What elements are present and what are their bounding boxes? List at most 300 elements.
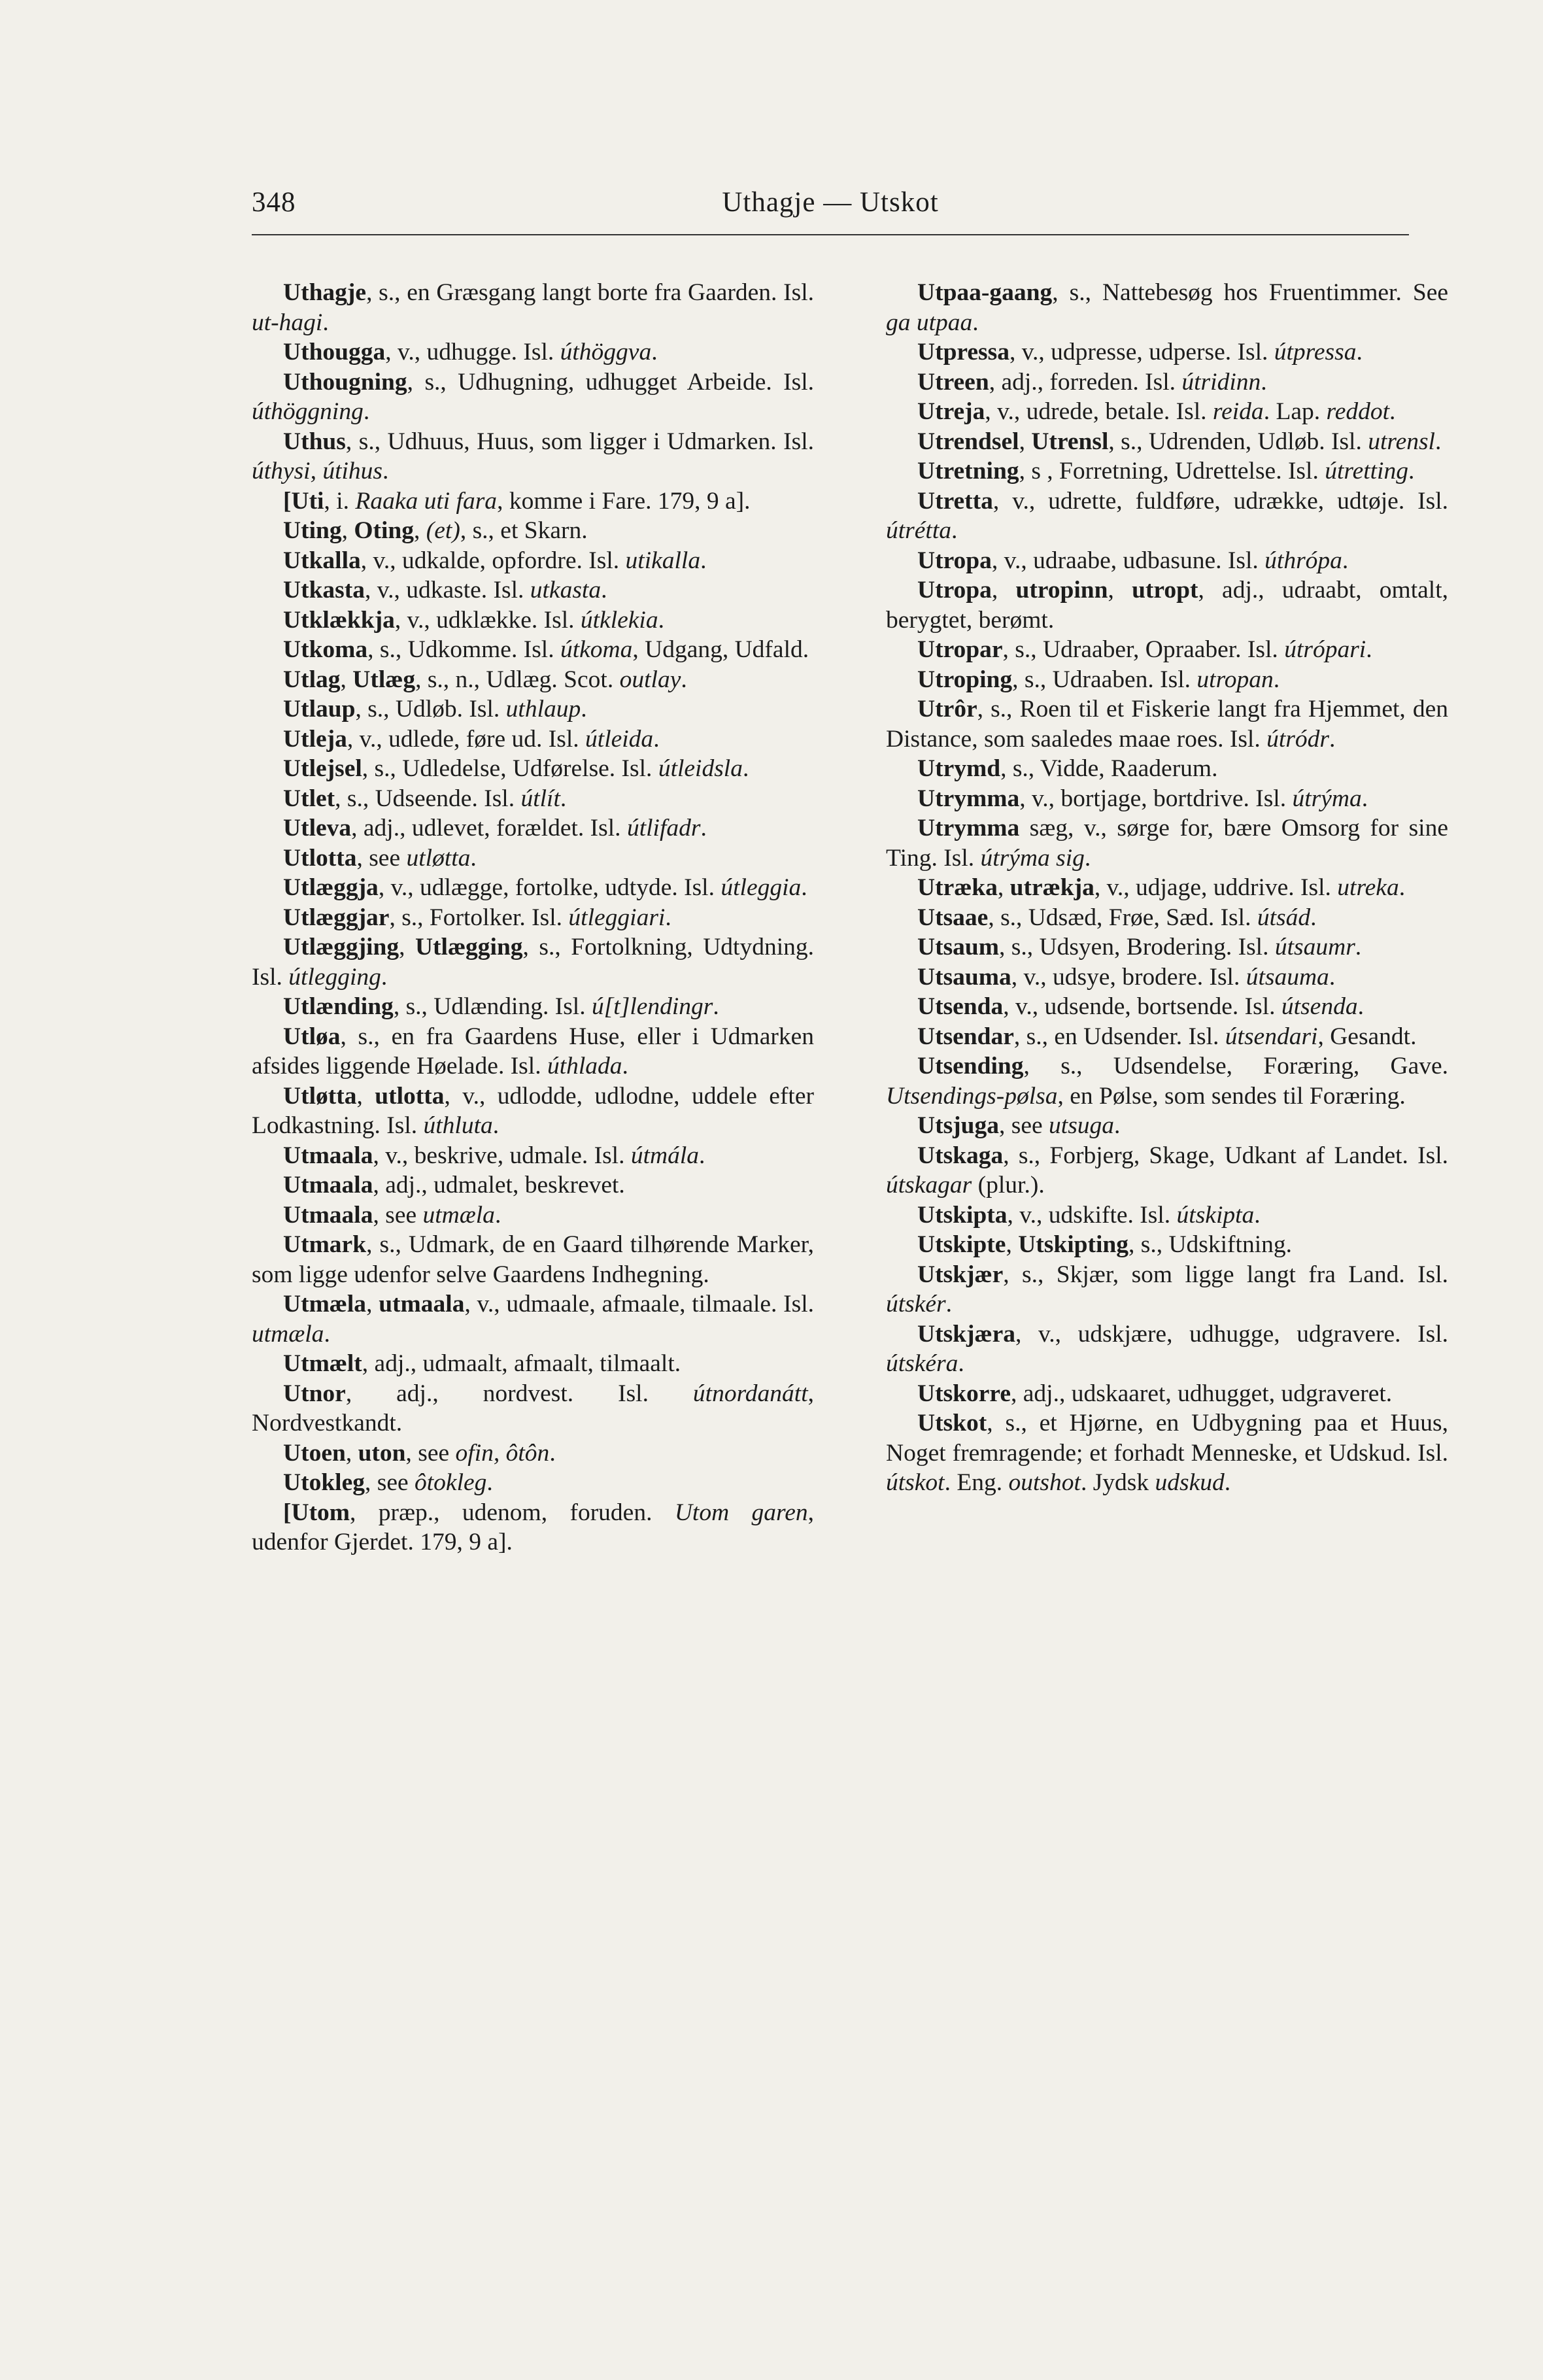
entry-text: , s., Fortolker. Isl. — [389, 904, 569, 931]
headword: Utmaala — [283, 1201, 373, 1229]
headword: [Uti — [283, 487, 324, 515]
entry-text: , s., Udsæd, Frøe, Sæd. Isl. — [988, 904, 1257, 931]
entry-text: , s., Forbjerg, Skage, Udkant af Landet. Isl. — [1003, 1142, 1448, 1169]
dictionary-entry — [252, 843, 814, 874]
etymology: útsenda — [1281, 993, 1358, 1020]
entry-text: , see — [405, 1439, 456, 1467]
entry-text: . — [1261, 368, 1267, 396]
entry-text: , s , Forretning, Udrettelse. Isl. — [1019, 458, 1325, 484]
etymology: útrétta — [886, 517, 951, 544]
etymology: úthöggva — [560, 339, 652, 366]
dictionary-entry — [252, 665, 814, 695]
headword: Uthougga — [283, 339, 386, 366]
dictionary-entry — [252, 1438, 814, 1469]
entry-text: , s., Udrenden, Udløb. Isl. — [1108, 428, 1368, 455]
etymology: uthlaup — [505, 696, 581, 722]
dictionary-entry — [886, 367, 1448, 398]
dictionary-entry — [252, 278, 814, 337]
etymology: útrópari — [1284, 636, 1366, 663]
entry-text: . — [1084, 844, 1091, 872]
headword: Utpaa-gaang — [917, 279, 1053, 306]
entry-text: . — [486, 1469, 493, 1496]
etymology: outlay — [619, 666, 681, 693]
entry-text: . — [1224, 1469, 1231, 1496]
entry-text: , udenfor Gjerdet. 179, 9 a]. — [252, 1499, 814, 1556]
entry-text: . — [581, 696, 587, 722]
entry-text: , v., udlægge, fortolke, udtyde. Isl. — [378, 874, 721, 901]
headword: Utskaga — [917, 1142, 1004, 1169]
entry-text: sæg, v., sørge for, bære Omsorg for sine Ting. Isl. — [886, 815, 1448, 872]
dictionary-entry — [886, 1051, 1448, 1111]
entry-text: . Lap. — [1263, 398, 1327, 425]
entry-text: . — [382, 458, 389, 484]
entry-text: , s., en Udsender. Isl. — [1013, 1023, 1225, 1050]
etymology: úthysi, útihus — [252, 458, 383, 484]
headword-variant: Utrensl — [1031, 428, 1109, 455]
entry-text: , adj., udlevet, forældet. Isl. — [351, 815, 627, 842]
entry-text: , — [345, 1439, 358, 1467]
entry-text: . — [665, 904, 671, 931]
entry-text: . — [1357, 993, 1364, 1020]
dictionary-entry — [252, 754, 814, 784]
etymology: utsuga — [1049, 1112, 1115, 1139]
dictionary-entry — [886, 1260, 1448, 1319]
headword: Utleva — [283, 815, 352, 842]
dictionary-entry — [252, 575, 814, 605]
entry-text: , s., et Hjørne, en Udbygning paa et Huus, Noget fremragende; et forhadt Menneske, et Udskud. Isl. — [886, 1410, 1448, 1467]
entry-text: , v., udsende, bortsende. Isl. — [1003, 993, 1281, 1020]
headword: Utsaum — [917, 934, 1000, 960]
entry-text: , v., udskifte. Isl. — [1007, 1201, 1177, 1229]
entry-text: , præp., udenom, foruden. — [350, 1499, 675, 1526]
entry-text: , v., udkalde, opfordre. Isl. — [360, 547, 626, 574]
etymology: útskér — [886, 1291, 946, 1318]
headword: Utskorre — [917, 1380, 1011, 1407]
dictionary-entry — [886, 873, 1448, 903]
etymology: útskipta — [1176, 1201, 1255, 1229]
dictionary-entry — [886, 546, 1448, 576]
entry-text: , s., Udlænding. Isl. — [393, 993, 592, 1020]
dictionary-entry — [886, 932, 1448, 962]
entry-text: , v., udlodde, udlodne, uddele efter Lodkastning. Isl. — [252, 1082, 814, 1139]
dictionary-entry — [886, 1379, 1448, 1409]
entry-text: , adj., udskaaret, udhugget, udgraveret. — [1011, 1380, 1393, 1407]
entry-text: , — [399, 934, 415, 960]
dictionary-entry — [252, 1081, 814, 1141]
entry-text: . — [742, 755, 749, 782]
dictionary-entry — [252, 605, 814, 636]
entry-text: , v., udkaste. Isl. — [365, 577, 530, 604]
running-title: Uthagje — Utskot — [722, 187, 939, 218]
headword-variant: utmaala — [379, 1291, 465, 1318]
entry-text: , v., udpresse, udperse. Isl. — [1009, 339, 1274, 366]
entry-text: , adj., udmalet, beskrevet. — [373, 1172, 625, 1198]
dictionary-entry — [252, 1349, 814, 1379]
headword: Utnor — [283, 1380, 346, 1407]
entry-text: , — [356, 1082, 375, 1110]
headword: Utlet — [283, 785, 335, 812]
entry-text: , see — [356, 844, 407, 872]
entry-text: . — [958, 1350, 964, 1377]
headword: Utklækkja — [283, 606, 395, 634]
headword: Uthus — [283, 428, 346, 455]
etymology: úthöggning — [252, 398, 364, 425]
headword: Utroping — [917, 666, 1013, 693]
dictionary-entry — [252, 1141, 814, 1171]
etymology: utmæla — [252, 1320, 324, 1348]
headword: Utreja — [917, 398, 985, 425]
entry-text: , i. — [324, 487, 356, 515]
dictionary-entry — [886, 992, 1448, 1022]
entry-text: , — [340, 666, 353, 693]
headword: Utsaae — [917, 904, 989, 931]
etymology: útskagar — [886, 1172, 972, 1198]
headword: Uthagje — [283, 279, 367, 306]
dictionary-entry — [252, 1230, 814, 1289]
entry-text: , see — [365, 1469, 415, 1496]
etymology: útretting — [1325, 458, 1408, 484]
etymology: ôtokleg — [415, 1469, 487, 1496]
headword: Utsendar — [917, 1023, 1014, 1050]
entry-text: , s., Roen til et Fiskerie langt fra Hjemmet, den Distance, som saaledes maae roes. Isl. — [886, 696, 1448, 753]
headword-variant: utlotta — [375, 1082, 445, 1110]
headword: Utropa — [917, 577, 992, 604]
etymology: útleida — [585, 725, 654, 753]
dictionary-entry — [886, 1408, 1448, 1498]
etymology: Utsendings-pølsa — [886, 1082, 1058, 1110]
dictionary-entry — [252, 516, 814, 546]
headword: Utretning — [917, 458, 1019, 484]
entry-text: , s., Udskiftning. — [1128, 1231, 1293, 1258]
entry-text: , Udgang, Udfald. — [632, 636, 809, 663]
etymology: útskéra — [886, 1350, 958, 1377]
dictionary-entry — [886, 962, 1448, 993]
entry-text: . — [651, 339, 658, 366]
headword: Utlæggja — [283, 874, 379, 901]
entry-text: , s., Udraaber, Opraaber. Isl. — [1002, 636, 1285, 663]
headword: Utrymma — [917, 785, 1020, 812]
entry-text: , s., Udledelse, Udførelse. Isl. — [362, 755, 658, 782]
entry-text: . — [1114, 1112, 1121, 1139]
entry-text: . — [1408, 458, 1415, 484]
entry-text: . — [972, 309, 979, 336]
entry-text: , v., udmaale, afmaale, tilmaale. Isl. — [464, 1291, 815, 1318]
etymology: útrýma — [1292, 785, 1362, 812]
entry-text: . Eng. — [944, 1469, 1009, 1496]
dictionary-entry — [252, 1379, 814, 1438]
headword: Utsenda — [917, 993, 1004, 1020]
entry-text: , see — [999, 1112, 1049, 1139]
dictionary-entry — [886, 337, 1448, 367]
entry-text: , v., bortjage, bortdrive. Isl. — [1019, 785, 1293, 812]
entry-text: . — [713, 993, 719, 1020]
headword: Utlag — [283, 666, 341, 693]
dictionary-entry — [252, 1468, 814, 1498]
etymology: útklekia — [580, 606, 658, 634]
headword: Utleja — [283, 725, 347, 753]
headword: Utsjuga — [917, 1112, 1000, 1139]
dictionary-entry — [252, 1022, 814, 1081]
etymology: reida — [1212, 398, 1264, 425]
headword: Utrôr — [917, 696, 977, 722]
headword: Utkoma — [283, 636, 368, 663]
entry-text: . — [1329, 963, 1336, 991]
entry-text: , — [991, 577, 1016, 604]
dictionary-entry — [252, 1200, 814, 1231]
dictionary-entry — [252, 784, 814, 814]
entry-text: , adj., udraabt, omtalt, berygtet, berømt. — [886, 577, 1448, 634]
headword: Utskot — [917, 1410, 987, 1436]
entry-text: , s., Fortolkning, Udtydning. Isl. — [252, 934, 814, 991]
headword-variant: Utskipting — [1018, 1231, 1128, 1258]
headword: Utmaala — [283, 1142, 373, 1169]
entry-text: . — [363, 398, 370, 425]
entry-text: , adj., forreden. Isl. — [989, 368, 1182, 396]
entry-text: , s., Udsyen, Brodering. Isl. — [999, 934, 1275, 960]
etymology: útkoma — [560, 636, 633, 663]
entry-text: , s., Udløb. Isl. — [355, 696, 506, 722]
entry-text: . — [492, 1112, 500, 1139]
dictionary-entry — [252, 903, 814, 933]
headword: Utkalla — [283, 547, 361, 574]
dictionary-entry — [886, 486, 1448, 546]
etymology: ut-hagi — [252, 309, 323, 336]
etymology: outshot — [1008, 1469, 1081, 1496]
dictionary-entry — [886, 694, 1448, 754]
headword: Utlotta — [283, 844, 357, 872]
left-column — [252, 278, 814, 1557]
entry-text: . — [951, 517, 958, 544]
entry-text: , — [1019, 428, 1032, 455]
headword-variant: utropt — [1132, 577, 1198, 604]
entry-text: . — [1342, 547, 1349, 574]
entry-text: , Nordvestkandt. — [252, 1380, 814, 1436]
entry-text: , s., en Græsgang langt borte fra Gaarden. Isl. — [366, 279, 814, 306]
headword-variant: utrækja — [1009, 874, 1094, 901]
entry-text: , v., udrede, betale. Isl. — [985, 398, 1213, 425]
entry-text: , v., udklække. Isl. — [394, 606, 581, 634]
dictionary-entry — [886, 1141, 1448, 1200]
etymology: utløtta — [406, 844, 471, 872]
headword-variant: uton — [358, 1439, 406, 1467]
headword: [Utom — [283, 1499, 350, 1526]
entry-text: , s., Vidde, Raaderum. — [1000, 755, 1218, 782]
entry-text: . — [1310, 904, 1317, 931]
headword: Utlaup — [283, 696, 356, 722]
dictionary-entry — [886, 665, 1448, 695]
headword: Utrymma — [917, 815, 1020, 842]
entry-text: , v., udlede, føre ud. Isl. — [347, 725, 586, 753]
headword: Utrendsel — [917, 428, 1019, 455]
entry-text: , s., Udhugning, udhugget Arbeide. Isl. — [407, 368, 814, 396]
entry-text: , s., en fra Gaardens Huse, eller i Udmarken afsides liggende Høelade. Isl. — [252, 1023, 814, 1080]
entry-text: , s., Udseende. Isl. — [335, 785, 521, 812]
etymology: útpressa — [1274, 339, 1357, 366]
entry-text: , — [1108, 577, 1132, 604]
entry-text: , — [997, 874, 1010, 901]
dictionary-entry — [252, 813, 814, 843]
headword: Utskjæra — [917, 1320, 1015, 1348]
etymology: (et) — [426, 517, 460, 544]
headword: Utmark — [283, 1231, 367, 1258]
entry-text: . — [1273, 666, 1280, 693]
dictionary-entry — [252, 486, 814, 517]
dictionary-entry — [252, 546, 814, 576]
entry-text: . — [1399, 874, 1406, 901]
page-number: 348 — [252, 187, 296, 218]
headword: Utskipta — [917, 1201, 1008, 1229]
etymology: utikalla — [625, 547, 701, 574]
headword: Utmælt — [283, 1350, 362, 1377]
etymology: útsaumr — [1274, 934, 1355, 960]
etymology: útleggia — [721, 874, 802, 901]
entry-text: , adj., udmaalt, afmaalt, tilmaalt. — [362, 1350, 681, 1377]
dictionary-entry — [886, 1022, 1448, 1052]
etymology: útsád — [1257, 904, 1311, 931]
entry-text: . — [560, 785, 567, 812]
headword: Utløtta — [283, 1082, 357, 1110]
etymology: utkasta — [530, 577, 602, 604]
entry-text: . — [601, 577, 607, 604]
entry-text: , v., beskrive, udmale. Isl. — [373, 1142, 631, 1169]
entry-text: . — [700, 815, 707, 842]
entry-text: , s., Udsendelse, Foræring, Gave. — [1023, 1053, 1448, 1080]
dictionary-entry — [252, 1498, 814, 1557]
headword: Utlæggjing — [283, 934, 399, 960]
entry-text: , — [341, 517, 354, 544]
entry-text: , — [366, 1291, 379, 1318]
dictionary-entry — [886, 1230, 1448, 1260]
dictionary-entry — [252, 873, 814, 903]
dictionary-entry — [252, 367, 814, 427]
entry-text: , s., n., Udlæg. Scot. — [415, 666, 620, 693]
headword: Utlæggjar — [283, 904, 390, 931]
dictionary-entry — [886, 278, 1448, 337]
headword: Uting — [283, 517, 342, 544]
headword: Utreen — [917, 368, 989, 396]
headword: Utkasta — [283, 577, 365, 604]
dictionary-entry — [886, 903, 1448, 933]
etymology: utrensl — [1368, 428, 1435, 455]
entry-text: . — [549, 1439, 556, 1467]
entry-text: , v., udskjære, udhugge, udgravere. Isl. — [1015, 1320, 1448, 1348]
headword: Utoen — [283, 1439, 346, 1467]
dictionary-entry — [252, 427, 814, 486]
etymology: udskud — [1155, 1469, 1225, 1496]
entry-text: , s., Skjær, som ligge langt fra Land. Isl. — [1003, 1261, 1448, 1288]
entry-text: , v., udsye, brodere. Isl. — [1011, 963, 1246, 991]
dictionary-entry — [252, 694, 814, 724]
entry-text: . — [1389, 398, 1396, 425]
dictionary-entry — [886, 635, 1448, 665]
etymology: Utom garen — [674, 1499, 808, 1526]
entry-text: . — [681, 666, 687, 693]
etymology: Raaka uti fara — [355, 487, 498, 515]
etymology: útlifadr — [626, 815, 701, 842]
page-header — [252, 186, 1409, 226]
dictionary-entry — [886, 456, 1448, 486]
headword-variant: Utlæg — [352, 666, 416, 693]
etymology: útlegging — [288, 963, 381, 991]
entry-text: . Jydsk — [1080, 1469, 1155, 1496]
header-rule — [252, 234, 1409, 235]
entry-text: . — [1356, 339, 1363, 366]
entry-text: . — [945, 1291, 953, 1318]
entry-text: , s., Udhuus, Huus, som ligger i Udmarken. Isl. — [345, 428, 814, 455]
etymology: úthlada — [547, 1053, 622, 1080]
entry-text: , — [414, 517, 426, 544]
entry-text: . — [700, 547, 707, 574]
entry-text: , komme i Fare. 179, 9 a]. — [497, 487, 751, 515]
entry-text: . — [1361, 785, 1368, 812]
etymology: útmála — [630, 1142, 700, 1169]
dictionary-entry — [252, 635, 814, 665]
etymology: úthrópa — [1264, 547, 1342, 574]
right-column — [886, 278, 1448, 1498]
headword: Utmaala — [283, 1172, 373, 1198]
etymology: útlít — [520, 785, 560, 812]
headword: Utlænding — [283, 993, 394, 1020]
entry-text: , s., Udraaben. Isl. — [1012, 666, 1197, 693]
etymology: utmæla — [422, 1201, 495, 1229]
headword: Utropar — [917, 636, 1003, 663]
dictionary-entry — [886, 1200, 1448, 1231]
entry-text: , v., udjage, uddrive. Isl. — [1094, 874, 1338, 901]
entry-text: (plur.). — [972, 1172, 1045, 1198]
headword: Utlejsel — [283, 755, 362, 782]
etymology: ofin, ôtôn — [455, 1439, 550, 1467]
entry-text: , s., Nattebesøg hos Fruentimmer. See — [1052, 279, 1448, 306]
dictionary-entry — [886, 784, 1448, 814]
entry-text: . — [324, 1320, 330, 1348]
dictionary-entry — [252, 992, 814, 1022]
entry-text: . — [658, 606, 664, 634]
entry-text: , s., Udkomme. Isl. — [367, 636, 560, 663]
headword: Utskipte — [917, 1231, 1006, 1258]
etymology: útsendari — [1225, 1023, 1318, 1050]
headword: Utretta — [917, 487, 993, 515]
dictionary-entry — [886, 754, 1448, 784]
dictionary-entry — [886, 813, 1448, 873]
entry-text: . — [801, 874, 807, 901]
etymology: útnordanátt — [692, 1380, 808, 1407]
dictionary-entry — [252, 724, 814, 755]
entry-text: . — [381, 963, 388, 991]
headword-variant: Utlægging — [415, 934, 523, 960]
etymology: útleggiari — [568, 904, 666, 931]
entry-text: . — [1329, 725, 1336, 753]
dictionary-entry — [886, 575, 1448, 635]
entry-text: , en Pølse, som sendes til Foræring. — [1057, 1082, 1406, 1110]
headword: Utpressa — [917, 339, 1009, 366]
entry-text: . — [699, 1142, 705, 1169]
headword: Utskjær — [917, 1261, 1004, 1288]
entry-text: , v., udraabe, udbasune. Isl. — [991, 547, 1265, 574]
headword-variant: Oting — [354, 517, 415, 544]
headword: Utokleg — [283, 1469, 365, 1496]
etymology: útskot — [886, 1469, 945, 1496]
entry-text: , v., udhugge. Isl. — [385, 339, 560, 366]
dictionary-entry — [252, 337, 814, 367]
etymology: úthluta — [423, 1112, 493, 1139]
entry-text: . — [494, 1201, 501, 1229]
headword: Utsending — [917, 1053, 1024, 1080]
etymology: útridinn — [1181, 368, 1261, 396]
etymology: ga utpaa — [886, 309, 973, 336]
etymology: utropan — [1196, 666, 1274, 693]
entry-text: , s., et Skarn. — [460, 517, 588, 544]
dictionary-entry — [252, 1289, 814, 1349]
